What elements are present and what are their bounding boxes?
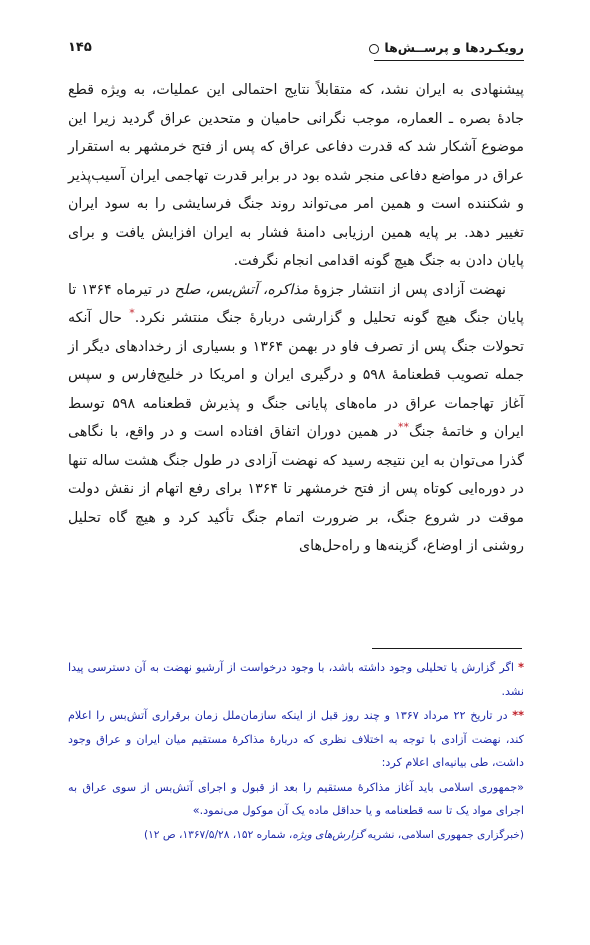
footnote-2-text: در تاریخ ۲۲ مرداد ۱۳۶۷ و چند روز قبل از اینکه سازمان‌ملل زمان برقراری آتش‌بس را اعلام کند، نهضت آزادی با توجه به اختلاف نظری که دربارهٔ مذاکرهٔ مستقیم میان ایران و عراق وجود داشت، طی بیانیه‌ای اعلام کرد: [68, 709, 524, 769]
footnote-1-marker: * [518, 661, 524, 674]
footnote-rule [372, 648, 522, 649]
footnote-ref-1[interactable]: * [129, 306, 135, 320]
paragraph-1: پیشنهادی به ایران نشد، که متقابلاً نتایج احتمالی این عملیات، به ویژه قطع جادهٔ بصره ـ العماره، موجب نگرانی حامیان و متحدین عراق گردید زیرا این موضوع آشکار شد که قدرت دفاعی عراق که پس از فتح خرمشهر به استقرار عراق در مواضع دفاعی منجر شده بود در برابر قدرت تهاجمی ایران آسیب‌پذیر و شکننده است و همین امر می‌تواند روند جنگ فرسایشی را به سود ایران تغییر دهد. بر پایه همین ارزیابی دامنهٔ فشار به ایران افزایش یافت و برای پایان دادن به جنگ هیچ گونه اقدامی انجام نگرفت. [68, 82, 524, 269]
page-number: ۱۴۵ [68, 40, 92, 55]
running-title [369, 40, 524, 55]
booklet-title: مذاکره، آتش‌بس، صلح [174, 281, 309, 298]
source-publication: گزارش‌های ویژه [292, 828, 365, 841]
header-rule [374, 60, 524, 61]
page-header [68, 40, 524, 70]
source-part-b: ، شماره ۱۵۲، ۱۳۶۷/۵/۲۸، ص ۱۲) [143, 828, 293, 841]
footnote-1 [68, 656, 524, 703]
footnotes [68, 656, 524, 848]
paragraph-2-part-c: حال آنکه تحولات جنگ پس از تصرف فاو در بهمن ۱۳۶۴ و بسیاری از رخدادهای دیگر از جمله تصویب قطعنامهٔ ۵۹۸ و درگیری ایران و امریکا در خلیج‌فارس و سپس آغاز تهاجمات عراق در ماه‌های پایانی جنگ و پذیرش قطعنامه ۵۹۸ توسط ایران و خاتمهٔ جنگ [68, 310, 524, 440]
main-text [68, 76, 524, 561]
footnote-quote: «جمهوری اسلامی باید آغاز مذاکرهٔ مستقیم را بعد از قبول و اجرای آتش‌بس از سوی عراق به اجرای مواد یک تا سه قطعنامه و یا حداقل ماده یک آن موکول می‌نمود.» [68, 780, 524, 817]
footnote-2 [68, 704, 524, 775]
source-part-a: (خبرگزاری جمهوری اسلامی، نشریه [364, 828, 524, 841]
paragraph-2-part-d: در همین دوران اتفاق افتاده است و در واقع، با نگاهی گذرا می‌توان به این نتیجه رسید که نهضت آزادی در طول جنگ هشت ساله تنها در دوره‌ایی کوتاه پس از فتح خرمشهر تا ۱۳۶۴ برای رفع اتهام از نقش دولت موقت در شروع جنگ، بر ضرورت اتمام جنگ تأکید کرد و هیچ گاه تحلیل روشنی از اوضاع، گزینه‌ها و راه‌حل‌های [68, 424, 524, 554]
footnote-ref-2[interactable]: ** [397, 420, 409, 434]
paragraph-2 [68, 276, 524, 561]
circle-bullet-icon [369, 44, 379, 54]
footnote-1-text: اگر گزارش یا تحلیلی وجود داشته باشد، با وجود درخواست از آرشیو نهضت به آن دسترسی پیدا نشد. [68, 661, 524, 698]
running-title-text: رویکـردها و پرســش‌ها [384, 40, 524, 55]
footnote-source [68, 824, 524, 848]
footnote-2-marker: ** [512, 709, 524, 722]
paragraph-2-part-b: در تیرماه ۱۳۶۴ تا پایان جنگ هیچ گونه تحلیل و گزارشی دربارهٔ جنگ منتشر نکرد. [68, 281, 524, 326]
paragraph-2-part-a: نهضت آزادی پس از انتشار جزوهٔ [308, 281, 506, 298]
